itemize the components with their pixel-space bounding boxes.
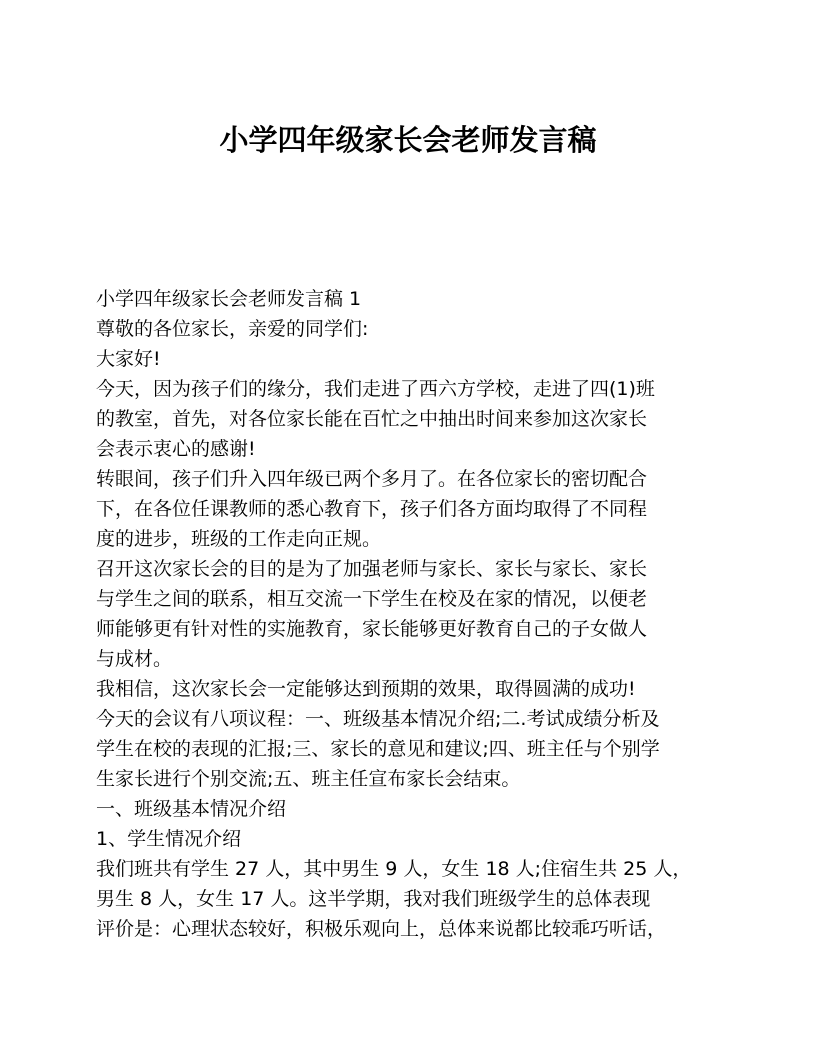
body-line: 今天，因为孩子们的缘分，我们走进了西六方学校，走进了四(1)班 xyxy=(96,378,655,400)
body-line: 生家长进行个别交流;五、班主任宣布家长会结束。 xyxy=(96,768,521,790)
body-line: 下，在各位任课教师的悉心教育下，孩子们各方面均取得了不同程 xyxy=(96,498,648,520)
body-line: 与学生之间的联系，相互交流一下学生在校及在家的情况，以便老 xyxy=(96,588,648,610)
document-title: 小学四年级家长会老师发言稿 xyxy=(219,123,597,157)
body-line: 师能够更有针对性的实施教育，家长能够更好教育自己的子女做人 xyxy=(96,618,648,640)
body-line: 我相信，这次家长会一定能够达到预期的效果，取得圆满的成功! xyxy=(96,678,636,700)
body-line: 评价是：心理状态较好，积极乐观向上，总体来说都比较乖巧听话， xyxy=(96,918,667,940)
body-line: 度的进步，班级的工作走向正规。 xyxy=(96,528,382,550)
body-line: 大家好! xyxy=(96,348,161,370)
body-line: 召开这次家长会的目的是为了加强老师与家长、家长与家长、家长 xyxy=(96,558,648,580)
body-line: 今天的会议有八项议程：一、班级基本情况介绍;二.考试成绩分析及 xyxy=(96,708,660,730)
body-line: 的教室，首先，对各位家长能在百忙之中抽出时间来参加这次家长 xyxy=(96,408,648,430)
body-line: 我们班共有学生 27 人，其中男生 9 人，女生 18 人;住宿生共 25 人， xyxy=(96,858,692,880)
body-line: 尊敬的各位家长，亲爱的同学们: xyxy=(96,318,369,340)
body-line: 小学四年级家长会老师发言稿 1 xyxy=(96,288,362,310)
body-line: 会表示衷心的感谢! xyxy=(96,438,256,460)
body-line: 男生 8 人，女生 17 人。这半学期，我对我们班级学生的总体表现 xyxy=(96,888,651,910)
body-line: 转眼间，孩子们升入四年级已两个多月了。在各位家长的密切配合 xyxy=(96,468,648,490)
body-line: 学生在校的表现的汇报;三、家长的意见和建议;四、班主任与个别学 xyxy=(96,738,660,760)
section-heading: 一、班级基本情况介绍 xyxy=(96,798,287,820)
subsection-heading: 1、学生情况介绍 xyxy=(96,828,242,850)
document-body xyxy=(96,284,736,944)
body-line: 与成材。 xyxy=(96,648,173,670)
